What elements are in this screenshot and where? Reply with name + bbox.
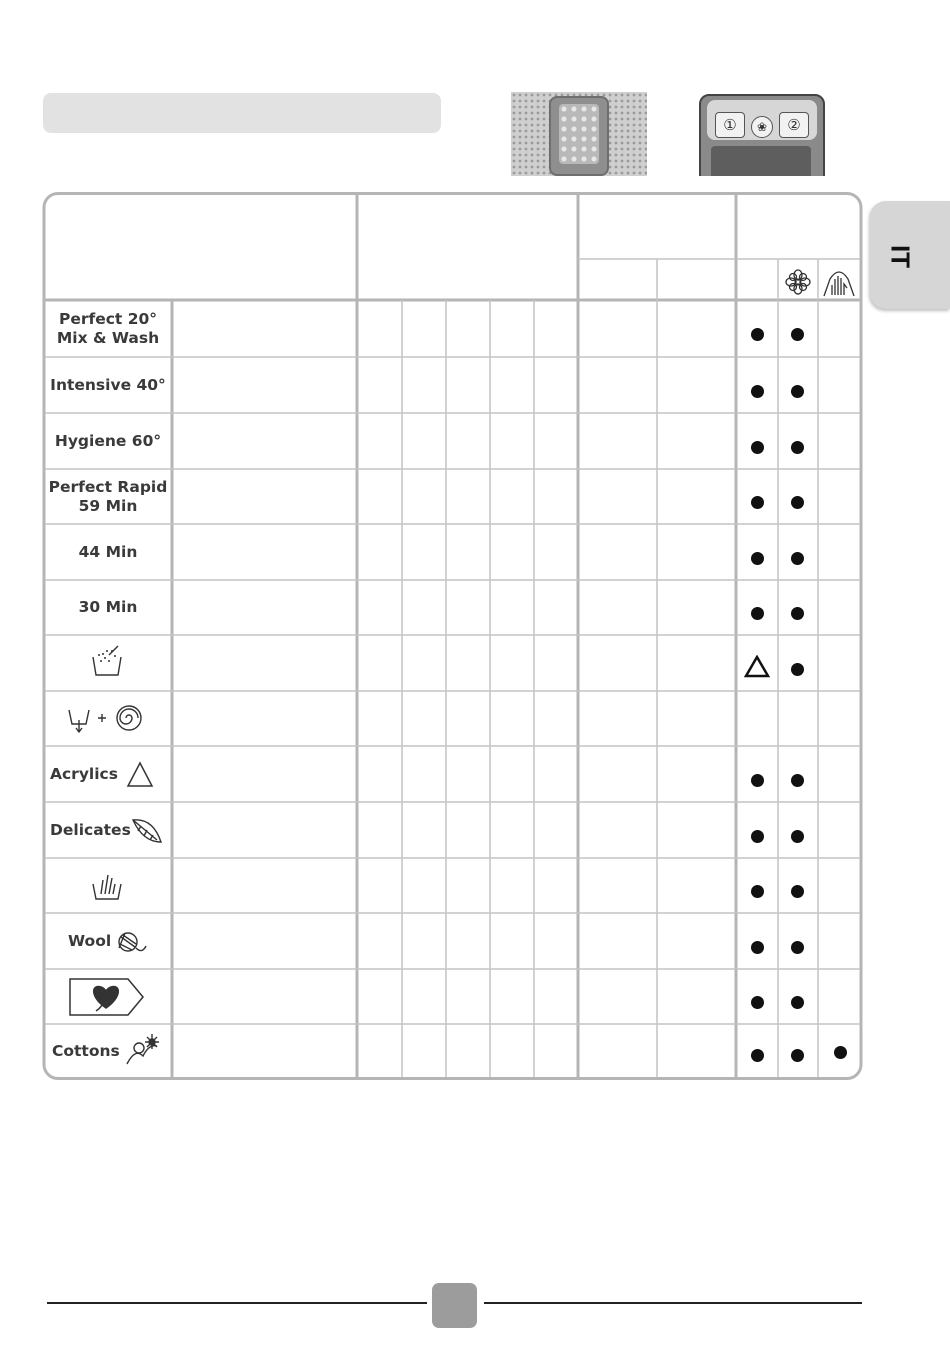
compatibility-dot [791,607,804,620]
program-label-perfect20 [44,300,172,357]
program-name: 30 Min [78,598,138,616]
page-number-badge [432,1283,477,1328]
compatibility-dot [751,496,764,509]
compatibility-dot [751,774,764,787]
compatibility-dot [791,552,804,565]
program-label-min30 [44,580,172,635]
rinse-icon [93,646,121,675]
optional-triangle-icon [743,655,771,679]
compatibility-dot [791,885,804,898]
program-label-cottons [44,1024,172,1078]
program-label-rapid59 [44,469,172,524]
compartment-2-label: ② [779,112,809,138]
compartment-1-label: ① [715,112,745,138]
compatibility-dot [751,441,764,454]
compatibility-dot [751,830,764,843]
compatibility-dot [751,996,764,1009]
program-label-hygiene60 [44,413,172,469]
compatibility-dot [751,552,764,565]
heart-tag-icon [70,979,143,1015]
language-code: IT [885,244,916,269]
compatibility-dot [791,996,804,1009]
compatibility-dot [751,941,764,954]
compatibility-dot [834,1046,847,1059]
drain-spin-icon [69,706,141,732]
compatibility-dot [751,1049,764,1062]
program-label-delicates [44,802,172,858]
compatibility-dot [791,830,804,843]
program-name: Acrylics [50,764,118,783]
program-name: Perfect Rapid [48,477,168,496]
footer-rule-right [484,1302,862,1304]
program-name-line2: 59 Min [78,496,138,515]
handwash-icon [93,875,121,899]
compatibility-dot [791,328,804,341]
compatibility-dot [751,328,764,341]
compatibility-dot [791,1049,804,1062]
program-name: Perfect 20° [58,309,158,328]
flower-icon [786,270,810,294]
compatibility-dot [791,941,804,954]
program-name: Wool [68,931,112,950]
program-label-acrylics [44,746,172,802]
hand-pre-treat-icon [824,272,854,296]
compatibility-dot [751,607,764,620]
compatibility-dot [791,663,804,676]
compatibility-dot [791,441,804,454]
program-name: 44 Min [78,542,138,561]
compatibility-dot [751,385,764,398]
program-label-min44 [44,524,172,580]
program-label-intensive40 [44,357,172,413]
program-name: Hygiene 60° [54,431,162,450]
compatibility-dot [791,496,804,509]
compatibility-dot [791,385,804,398]
program-label-wool [44,913,172,969]
program-name-line2: Mix & Wash [56,328,160,347]
compatibility-dot [751,885,764,898]
footer-rule-left [47,1302,427,1304]
program-name: Intensive 40° [50,375,166,394]
compartment-softener-label: ❀ [751,116,773,138]
program-name: Delicates [50,820,131,839]
program-name: Cottons [52,1041,120,1060]
compatibility-dot [791,774,804,787]
